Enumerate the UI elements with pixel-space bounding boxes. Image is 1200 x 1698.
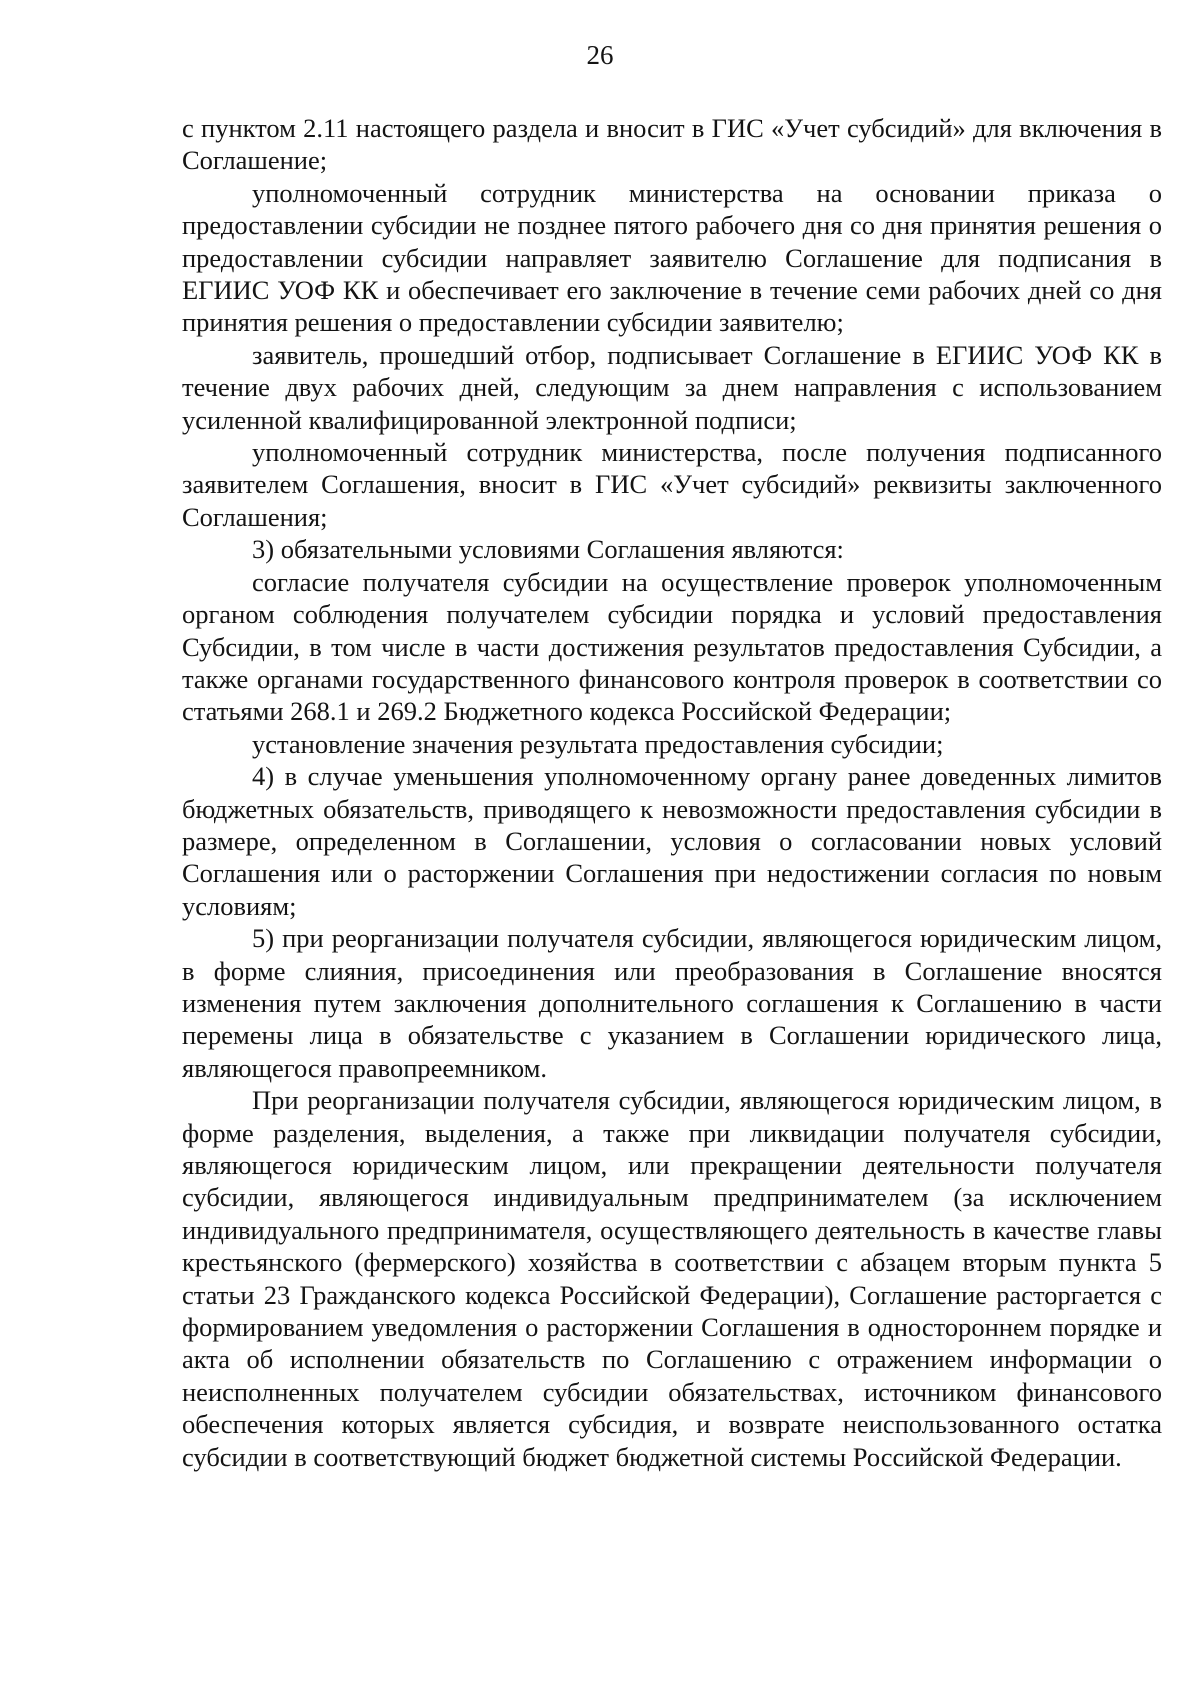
paragraph-reorganization-termination: При реорганизации получателя субсидии, являющегося юридическим лицом, в форме разделения, выделения, а также при ликвидации получателя субсидии, являющегося юридическим лицом, или прекращении деятельности получателя субсидии, являющегося индивидуальным предпринимателем (за исключением индивидуального предпринимателя, осуществляющего деятельность в качестве главы крестьянского (фермерского) хозяйства в соответствии с абзацем вторым пункта 5 статьи 23 Гражданского кодекса Российской Федерации), Соглашение расторгается с формированием уведомления о расторжении Соглашения в одностороннем порядке и акта об исполнении обязательств по Соглашению с отражением информации о неисполненных получателем субсидии обязательствах, источником финансового обеспечения которых является субсидия, и возврате неиспользованного остатка субсидии в соответствующий бюджет бюджетной системы Российской Федерации.	[182, 1085, 1162, 1472]
paragraph-applicant-signing: заявитель, прошедший отбор, подписывает Соглашение в ЕГИИС УОФ КК в течение двух рабочих дней, следующим за днем направления с использованием усиленной квалифицированной электронной подписи;	[182, 339, 1162, 435]
paragraph-consent-to-checks: согласие получателя субсидии на осуществление проверок уполномоченным органом соблюдения получателем субсидии порядка и условий предоставления Субсидии, в том числе в части достижения результатов предоставления Субсидии, а также органами государственного финансового контроля проверок в соответствии со статьями 268.1 и 269.2 Бюджетного кодекса Российской Федерации;	[182, 566, 1162, 727]
paragraph-result-value: установление значения результата предоставления субсидии;	[252, 728, 944, 759]
document-body	[182, 112, 1162, 1473]
paragraph-agreement-details: уполномоченный сотрудник министерства, после получения подписанного заявителем Соглашения, вносит в ГИС «Учет субсидий» реквизиты заключенного Соглашения;	[182, 437, 1162, 532]
paragraph-agreement-sending: уполномоченный сотрудник министерства на основании приказа о предоставлении субсидии не позднее пятого рабочего дня со дня принятия решения о предоставлении субсидии направляет заявителю Соглашение для подписания в ЕГИИС УОФ КК и обеспечивает его заключение в течение семи рабочих дней со дня принятия решения о предоставлении субсидии заявителю;	[182, 177, 1162, 338]
paragraph-continuation: с пунктом 2.11 настоящего раздела и вносит в ГИС «Учет субсидий» для включения в Соглашение;	[182, 113, 1162, 176]
paragraph-mandatory-conditions: 3) обязательными условиями Соглашения являются:	[252, 534, 844, 565]
paragraph-budget-limits: 4) в случае уменьшения уполномоченному органу ранее доведенных лимитов бюджетных обязательств, приводящего к невозможности предоставления субсидии в размере, определенном в Соглашении, условия о согласовании новых условий Соглашения или о расторжении Соглашения при недостижении согласия по новым условиям;	[182, 761, 1162, 921]
paragraph-reorganization-merger: 5) при реорганизации получателя субсидии, являющегося юридическим лицом, в форме слияния, присоединения или преобразования в Соглашение вносятся изменения путем заключения дополнительного соглашения к Соглашению в части перемены лица в обязательстве с указанием в Соглашении юридического лица, являющегося правопреемником.	[182, 923, 1162, 1083]
page-number: 26	[586, 40, 614, 70]
